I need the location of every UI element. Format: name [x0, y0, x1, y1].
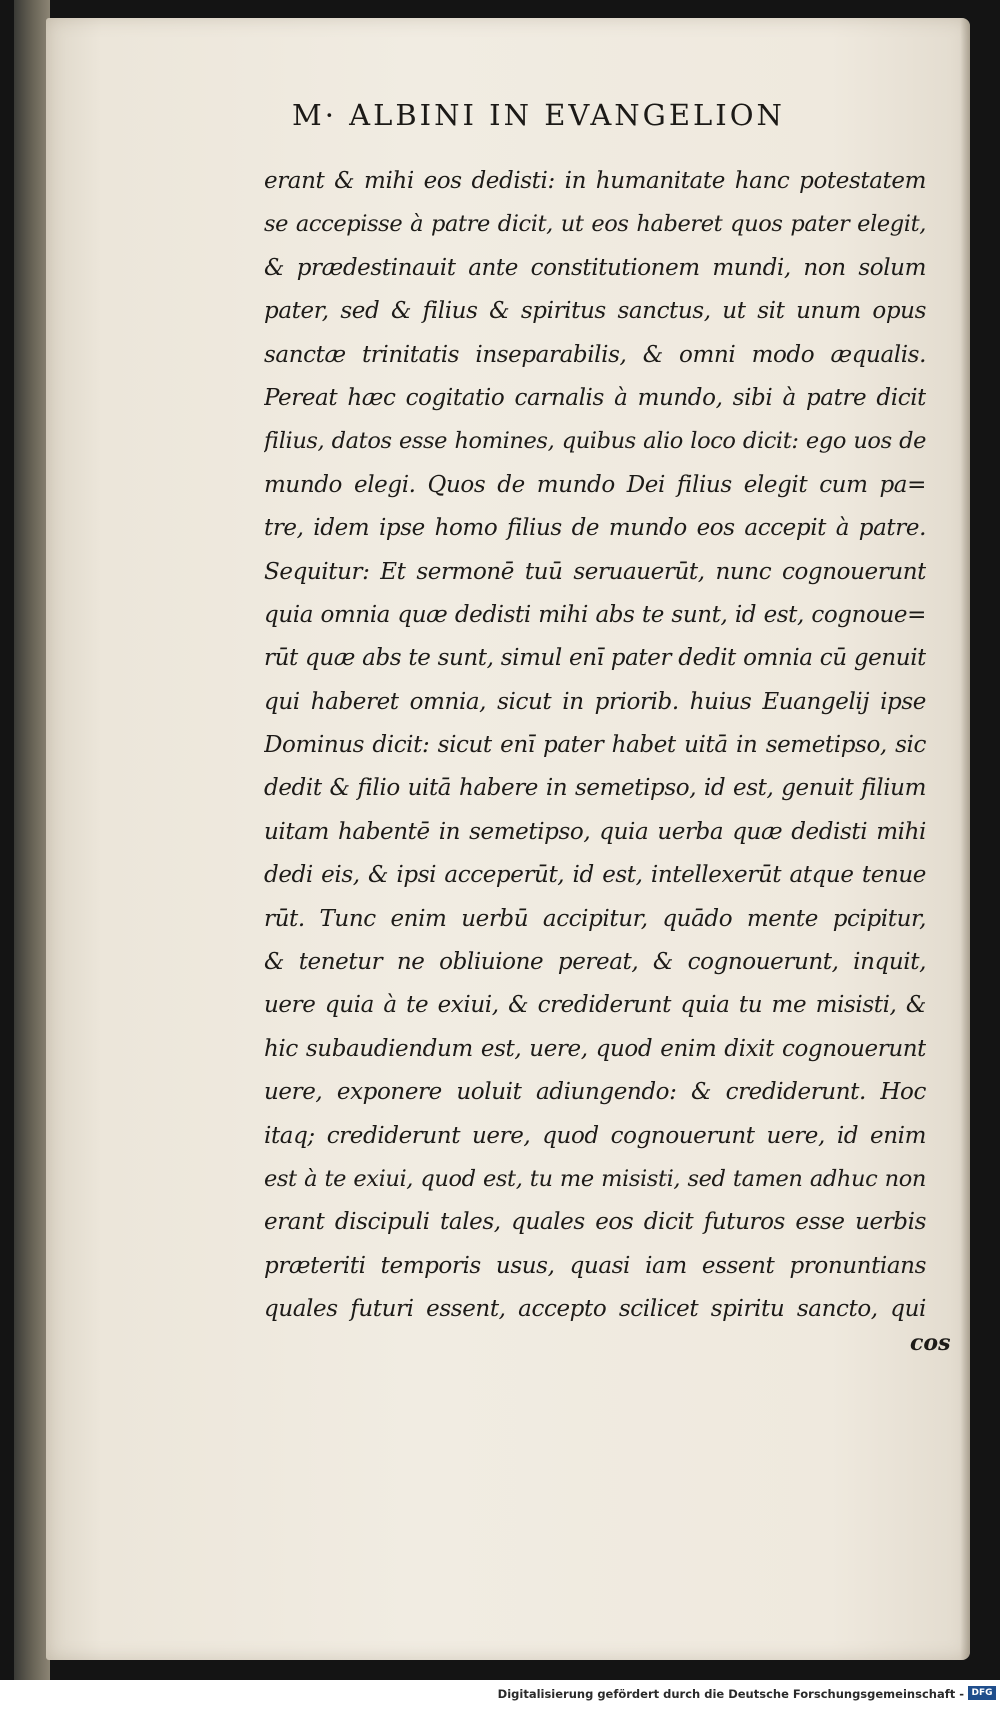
- text-line: quia omnia quæ dedisti mihi abs te sunt, id est, cognoue=: [264, 601, 926, 628]
- text-line: rūt quæ abs te sunt, simul enī pater dedit omnia cū genuit: [264, 645, 926, 672]
- text-line: uere, exponere uoluit adiungendo: & crediderunt. Hoc: [264, 1079, 926, 1106]
- text-line: uere quia à te exiui, & crediderunt quia tu me misisti, &: [264, 992, 926, 1019]
- digitization-credit: Digitalisierung gefördert durch die Deutsche Forschungsgemeinschaft -: [497, 1687, 964, 1701]
- text-line: hic subaudiendum est, uere, quod enim dixit cognouerunt: [264, 1035, 926, 1062]
- text-line: præteriti temporis usus, quasi iam essent pronuntians: [264, 1252, 926, 1279]
- dfg-logo: DFG: [968, 1686, 996, 1700]
- text-line: erant discipuli tales, quales eos dicit futuros esse uerbis: [264, 1209, 926, 1236]
- text-line: & prædestinauit ante constitutionem mundi, non solum: [264, 254, 926, 281]
- text-line: & tenetur ne obliuione pereat, & cognouerunt, inquit,: [264, 949, 926, 976]
- text-line: se accepisse à patre dicit, ut eos haberet quos pater elegit,: [264, 211, 926, 238]
- text-line: uitam habentē in semetipso, quia uerba quæ dedisti mihi: [264, 818, 926, 845]
- text-line: Sequitur: Et sermonē tuū seruauerūt, nunc cognouerunt: [264, 558, 926, 585]
- text-line: dedi eis, & ipsi acceperūt, id est, intellexerūt atque tenue: [264, 862, 926, 889]
- text-line: erant & mihi eos dedisti: in humanitate hanc potestatem: [264, 168, 926, 194]
- text-line: est à te exiui, quod est, tu me misisti, sed tamen adhuc non: [264, 1165, 926, 1192]
- text-line: itaq; crediderunt uere, quod cognouerunt uere, id enim: [264, 1122, 926, 1149]
- page-right-edge: [960, 18, 970, 1660]
- text-line: sanctæ trinitatis inseparabilis, & omni modo æqualis.: [264, 341, 926, 368]
- text-line: rūt. Tunc enim uerbū accipitur, quādo mente pcipitur,: [264, 905, 926, 932]
- text-line: dedit & filio uitā habere in semetipso, id est, genuit filium: [264, 775, 926, 802]
- text-line: mundo elegi. Quos de mundo Dei filius elegit cum pa=: [264, 471, 926, 498]
- text-line: Pereat hæc cogitatio carnalis à mundo, sibi à patre dicit: [264, 384, 926, 411]
- book-spine-edge: [14, 0, 50, 1680]
- body-text: [264, 160, 926, 1332]
- text-line: filius, datos esse homines, quibus alio loco dicit: ego uos de: [264, 428, 926, 455]
- text-line: Dominus dicit: sicut enī pater habet uitā in semetipso, sic: [264, 732, 926, 759]
- text-line: qui haberet omnia, sicut in priorib. huius Euangelij ipse: [264, 688, 926, 715]
- catchword: cos: [910, 1330, 951, 1356]
- running-head: M· ALBINI IN EVANGELION: [292, 98, 785, 132]
- text-line: quales futuri essent, accepto scilicet spiritu sancto, qui: [264, 1296, 926, 1323]
- text-line: pater, sed & filius & spiritus sanctus, ut sit unum opus: [264, 298, 926, 325]
- text-line: tre, idem ipse homo filius de mundo eos accepit à patre.: [264, 515, 926, 542]
